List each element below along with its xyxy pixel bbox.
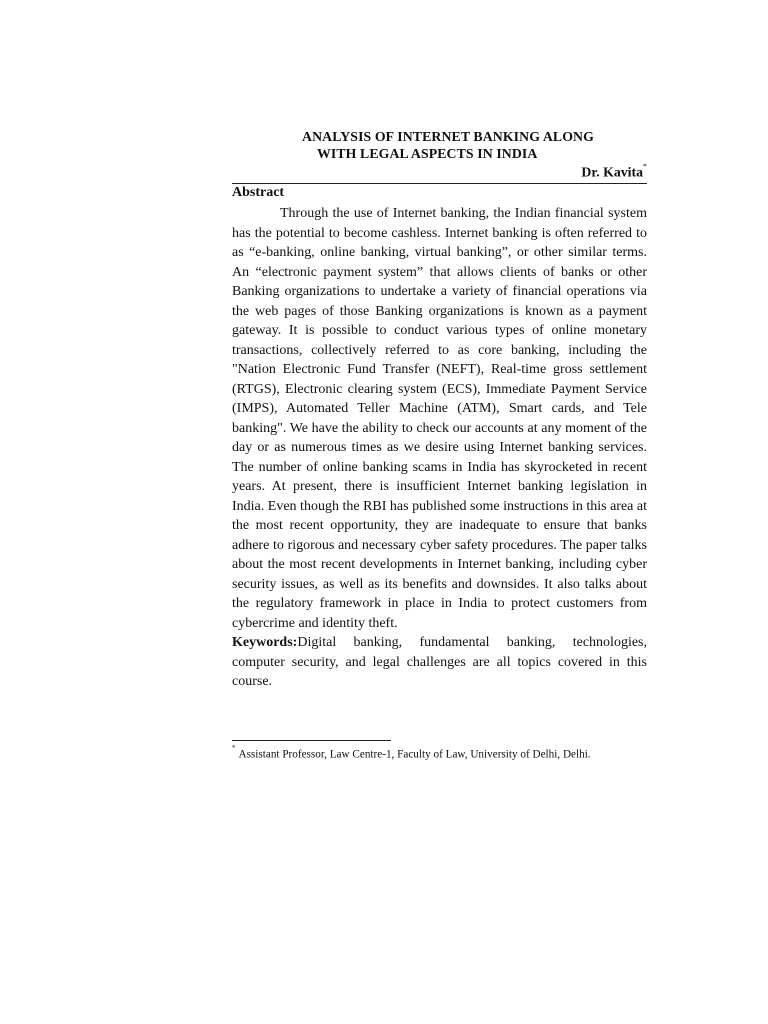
keywords-label: Keywords: bbox=[232, 635, 298, 650]
footnote bbox=[232, 744, 591, 762]
author-name bbox=[581, 164, 647, 181]
title-line-2: WITH LEGAL ASPECTS IN INDIA bbox=[317, 146, 538, 161]
paper-title bbox=[302, 128, 647, 162]
keywords-text: Digital banking, fundamental banking, technologies, computer security, and legal challenges are all topics covered in this course. bbox=[232, 635, 647, 689]
author-footnote-mark: * bbox=[643, 162, 647, 171]
footnote-mark: * bbox=[232, 744, 236, 752]
abstract-body bbox=[232, 204, 647, 692]
abstract-heading: Abstract bbox=[232, 185, 285, 200]
title-rule bbox=[232, 183, 647, 184]
author-text: Dr. Kavita bbox=[581, 164, 643, 180]
footnote-rule bbox=[232, 740, 391, 741]
footnote-text: Assistant Professor, Law Centre-1, Faculty of Law, University of Delhi, Delhi. bbox=[238, 748, 591, 761]
keywords-paragraph bbox=[232, 633, 647, 692]
title-line-1: ANALYSIS OF INTERNET BANKING ALONG bbox=[302, 129, 594, 144]
abstract-paragraph: Through the use of Internet banking, the Indian financial system has the potential to become cashless. Internet banking is often referred to as “e-banking, online banking, virtual banking”, or other similar terms. An “electronic payment system” that allows clients of banks or other Banking organizations to undertake a variety of financial operations via the web pages of those Banking organizations is known as a payment gateway. It is possible to conduct various types of online monetary transactions, collectively referred to as core banking, including the "Nation Electronic Fund Transfer (NEFT), Real-time gross settlement (RTGS), Electronic clearing system (ECS), Immediate Payment Service (IMPS), Automated Teller Machine (ATM), Smart cards, and Tele banking". We have the ability to check our accounts at any moment of the day or as numerous times as we desire using Internet banking services. The number of online banking scams in India has skyrocketed in recent years. At present, there is insufficient Internet banking legislation in India. Even though the RBI has published some instructions in this area at the most recent opportunity, they are inadequate to ensure that banks adhere to rigorous and necessary cyber safety procedures. The paper talks about the most recent developments in Internet banking, including cyber security issues, as well as its benefits and downsides. It also talks about the regulatory framework in place in India to protect customers from cybercrime and identity theft. bbox=[232, 206, 647, 631]
